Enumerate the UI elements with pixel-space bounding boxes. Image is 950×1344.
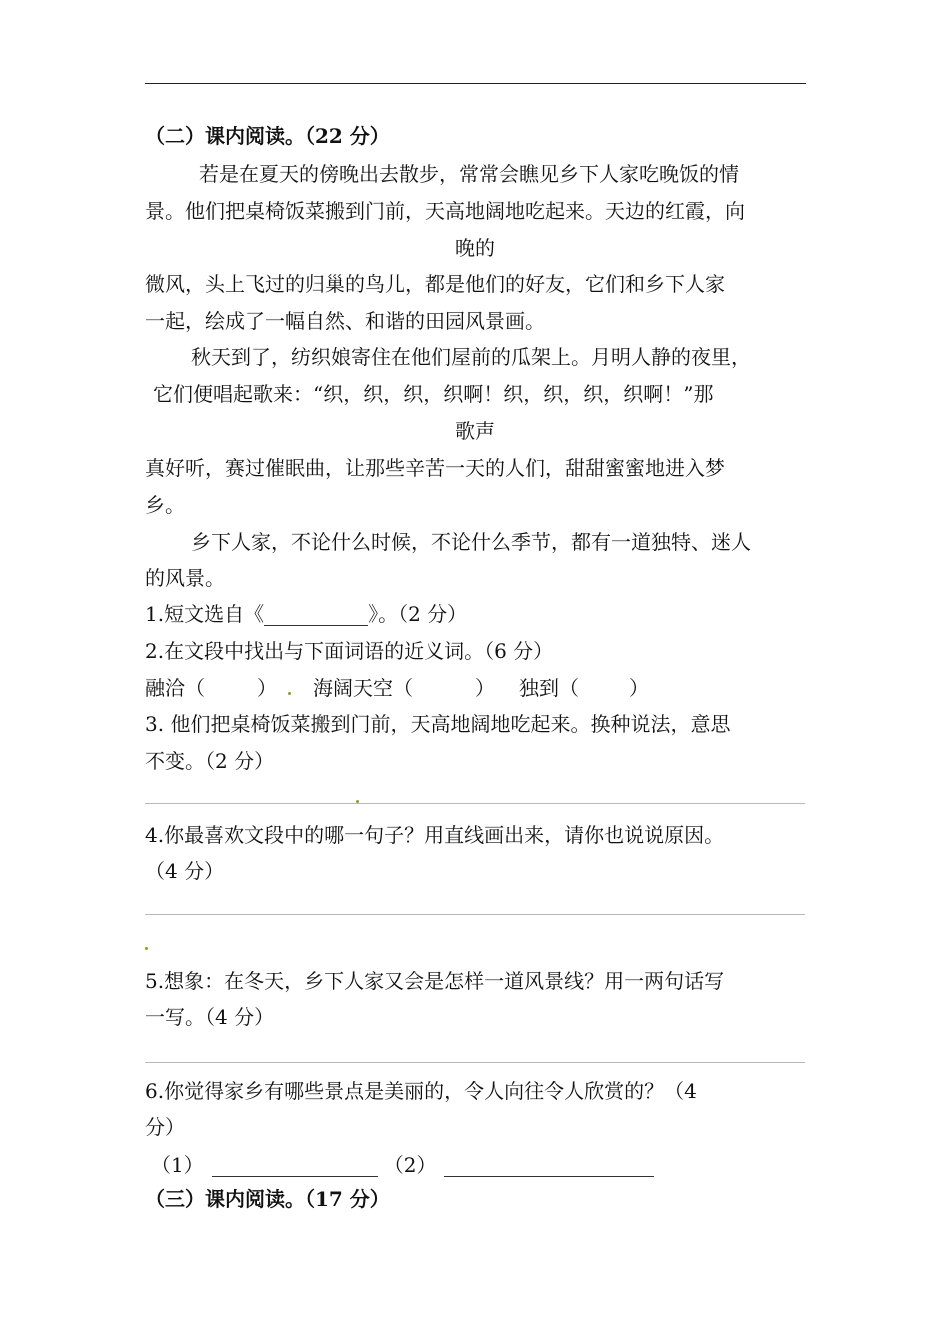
passage-p1-line2: 景。他们把桌椅饭菜搬到门前，天高地阔地吃起来。天边的红霞，向: [145, 199, 745, 223]
question-4-line1: 4.你最喜欢文段中的哪一句子？用直线画出来，请你也说说原因。: [145, 823, 725, 847]
question-3-line1: 3. 他们把桌椅饭菜搬到门前，天高地阔地吃起来。换种说法，意思: [145, 712, 731, 736]
question-2-words: [145, 676, 649, 700]
section-2-heading: （二）课内阅读。（22 分）: [145, 124, 390, 148]
q1-suffix: 。（2 分）: [378, 602, 468, 626]
section-3-heading: （三）课内阅读。（17 分）: [145, 1187, 390, 1211]
q6-answer-1-label: （1）: [151, 1153, 204, 1177]
passage-p3-line1: 乡下人家，不论什么时候，不论什么季节，都有一道独特、迷人: [191, 530, 751, 554]
passage-p2-line4: 真好听，赛过催眠曲，让那些辛苦一天的人们，甜甜蜜蜜地进入梦: [145, 456, 725, 480]
question-5-line2: 一写。（4 分）: [145, 1005, 275, 1029]
question-4-answer-line[interactable]: [145, 914, 805, 915]
question-6-answers: [151, 1153, 654, 1177]
passage-p2-line5: 乡。: [145, 493, 185, 517]
passage-p2-line1: 秋天到了，纺织娘寄住在他们屋前的瓜架上。月明人静的夜里，: [191, 345, 751, 369]
passage-p1-line4: 微风，头上飞过的归巢的鸟儿，都是他们的好友，它们和乡下人家: [145, 272, 725, 296]
passage-p1-line1: 若是在夏天的傍晚出去散步，常常会瞧见乡下人家吃晚饭的情: [199, 162, 739, 186]
q1-answer-blank[interactable]: [264, 605, 368, 626]
passage-p1-line5: 一起，绘成了一幅自然、和谐的田园风景画。: [145, 309, 545, 333]
question-1: [145, 602, 467, 626]
passage-p2-line2: 它们便唱起歌来：“织，织，织，织啊！织，织，织，织啊！”那: [153, 382, 714, 406]
question-3-line2: 不变。（2 分）: [145, 749, 275, 773]
top-rule: [145, 83, 806, 84]
q2-word-1-end: ）: [257, 676, 277, 700]
question-4-line2: （4 分）: [145, 859, 225, 883]
q6-answer-1-blank[interactable]: [212, 1156, 378, 1177]
q2-word-2-end: ）: [475, 676, 495, 700]
question-6-line1: 6.你觉得家乡有哪些景点是美丽的，令人向往令人欣赏的？（4: [145, 1079, 697, 1103]
speck: [356, 800, 359, 803]
q1-open-bracket: 《: [244, 602, 265, 626]
q2-word-3: 独到（: [519, 676, 579, 700]
question-2: 2.在文段中找出与下面词语的近义词。（6 分）: [145, 639, 554, 663]
q1-prefix: 1.短文选自: [145, 602, 245, 626]
speck: [145, 947, 148, 950]
passage-p1-line3: 晚的: [455, 236, 495, 260]
q2-word-3-end: ）: [629, 676, 649, 700]
q6-answer-2-label: （2）: [383, 1153, 437, 1177]
q6-answer-2-blank[interactable]: [444, 1156, 654, 1177]
q1-close-bracket: 》: [368, 602, 379, 626]
q2-word-1: 融洽（: [145, 676, 205, 700]
question-6-line2: 分）: [145, 1115, 185, 1139]
speck: [288, 692, 291, 695]
q2-word-2: 海阔天空（: [313, 676, 413, 700]
passage-p2-line3: 歌声: [455, 419, 495, 443]
question-3-answer-line[interactable]: [145, 803, 805, 804]
passage-p3-line2: 的风景。: [145, 566, 225, 590]
question-5-answer-line[interactable]: [145, 1062, 805, 1063]
question-5-line1: 5.想象：在冬天，乡下人家又会是怎样一道风景线？用一两句话写: [145, 969, 725, 993]
